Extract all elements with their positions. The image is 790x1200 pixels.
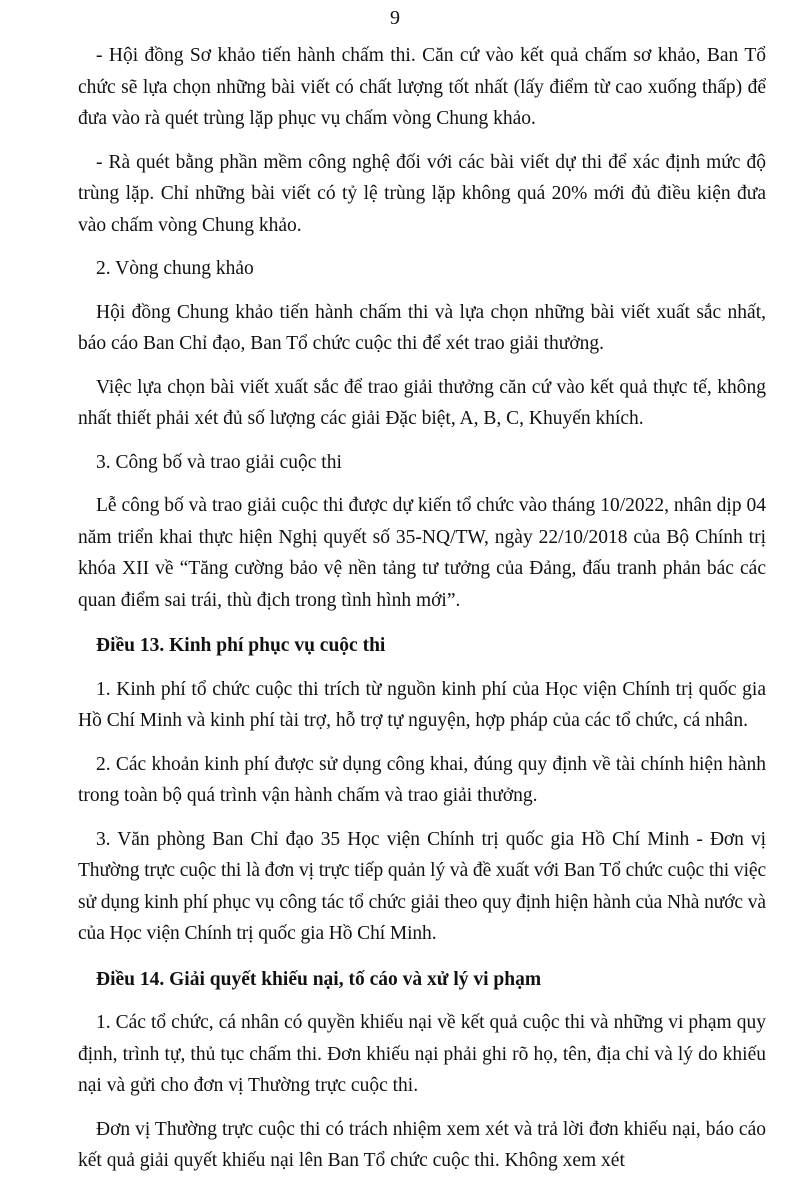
subheading-award-ceremony: 3. Công bố và trao giải cuộc thi bbox=[96, 451, 342, 473]
paragraph-ceremony-details: Lễ công bố và trao giải cuộc thi được dự kiến tổ chức vào tháng 10/2022, nhân dịp 04 năm triển khai thực hiện Nghị quyết số 35-NQ/TW, ngày 22/10/2018 của Bộ Chính trị khóa XII về “Tăng cường bảo vệ nền tảng tư tưởng của Đảng, đấu tranh phản bác các quan điểm sai trái, thù địch trong tình hình mới”. bbox=[78, 495, 766, 611]
paragraph-funding-usage: 2. Các khoản kinh phí được sử dụng công khai, đúng quy định về tài chính hiện hành trong toàn bộ quá trình vận hành chấm và trao giải thưởng. bbox=[78, 753, 766, 806]
paragraph-funding-management: 3. Văn phòng Ban Chỉ đạo 35 Học viện Chính trị quốc gia Hồ Chí Minh - Đơn vị Thường trực cuộc thi là đơn vị trực tiếp quản lý và đề xuất với Ban Tổ chức cuộc thi việc sử dụng kinh phí phục vụ công tác tổ chức giải theo quy định hiện hành của Nhà nước và của Học viện Chính trị quốc gia Hồ Chí Minh. bbox=[78, 828, 766, 944]
paragraph-award-selection: Việc lựa chọn bài viết xuất sắc để trao giải thưởng căn cứ vào kết quả thực tế, không nhất thiết phải xét đủ số lượng các giải Đặc biệt, A, B, C, Khuyến khích. bbox=[78, 376, 766, 429]
page-number: 9 bbox=[390, 7, 400, 29]
subheading-final-round: 2. Vòng chung khảo bbox=[96, 258, 254, 279]
paragraph-final-council: Hội đồng Chung khảo tiến hành chấm thi và lựa chọn những bài viết xuất sắc nhất, báo cáo Ban Chỉ đạo, Ban Tổ chức cuộc thi để xét trao giải thưởng. bbox=[78, 301, 766, 354]
paragraph-complaint-rights: 1. Các tổ chức, cá nhân có quyền khiếu nại về kết quả cuộc thi và những vi phạm quy định, trình tự, thủ tục chấm thi. Đơn khiếu nại phải ghi rõ họ, tên, địa chỉ và lý do khiếu nại và gửi cho đơn vị Thường trực cuộc thi. bbox=[78, 1012, 766, 1096]
paragraph-complaint-handling: Đơn vị Thường trực cuộc thi có trách nhiệm xem xét và trả lời đơn khiếu nại, báo cáo kết quả giải quyết khiếu nại lên Ban Tổ chức cuộc thi. Không xem xét bbox=[78, 1118, 766, 1171]
paragraph-preliminary-grading: - Hội đồng Sơ khảo tiến hành chấm thi. Căn cứ vào kết quả chấm sơ khảo, Ban Tổ chức sẽ lựa chọn những bài viết có chất lượng tốt nhất (lấy điểm từ cao xuống thấp) để đưa vào rà quét trùng lặp phục vụ chấm vòng Chung khảo. bbox=[78, 45, 766, 129]
article-14-heading: Điều 14. Giải quyết khiếu nại, tố cáo và xử lý vi phạm bbox=[96, 968, 542, 990]
paragraph-plagiarism-scan: - Rà quét bằng phần mềm công nghệ đối với các bài viết dự thi để xác định mức độ trùng lặp. Chỉ những bài viết có tỷ lệ trùng lặp không quá 20% mới đủ điều kiện đưa vào chấm vòng Chung khảo. bbox=[78, 151, 766, 236]
paragraph-funding-source: 1. Kinh phí tổ chức cuộc thi trích từ nguồn kinh phí của Học viện Chính trị quốc gia Hồ Chí Minh và kinh phí tài trợ, hỗ trợ tự nguyện, hợp pháp của các tổ chức, cá nhân. bbox=[78, 678, 766, 731]
article-13-heading: Điều 13. Kinh phí phục vụ cuộc thi bbox=[96, 635, 386, 656]
document-body bbox=[78, 40, 766, 1177]
